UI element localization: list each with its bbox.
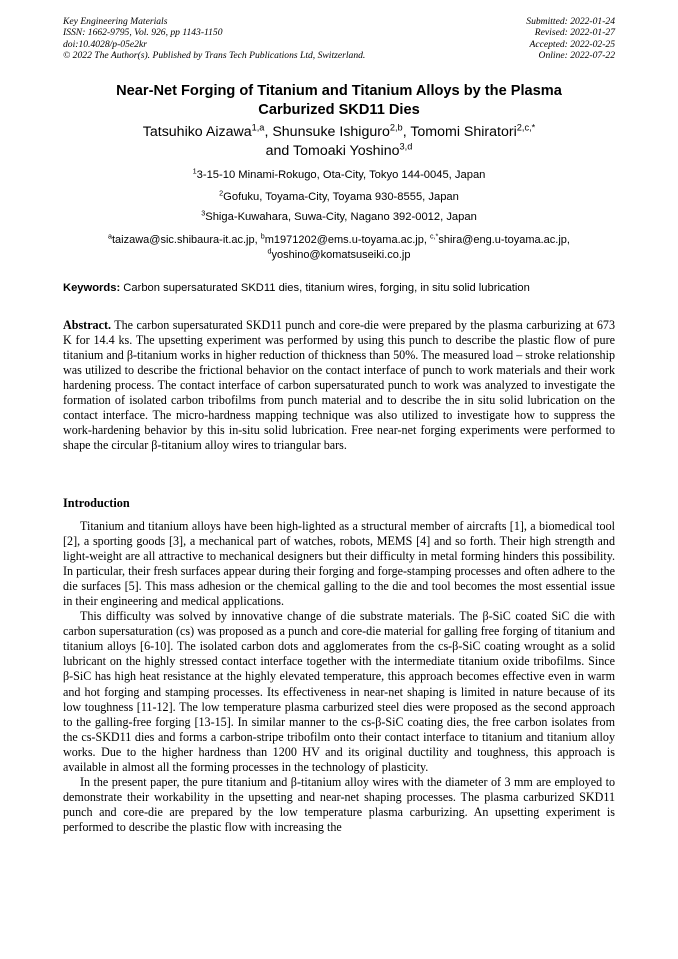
affiliation-address: 3-15-10 Minami-Rokugo, Ota-City, Tokyo 144-0045, Japan (196, 169, 486, 181)
paragraph: Titanium and titanium alloys have been high-lighted as a structural member of aircrafts [1], a biomedical tool [2], a sporting goods [3], a mechanical part of watches, robots, MEMS [4] and so forth. Their high strength and light-weight are all attractive to mechanical designers but their difficulty in metal forming hinders this possibility. In particular, their fresh surfaces appear during their forging and forge-stamping processes and often adhere to the die surfaces [5]. This mass adhesion or the chemical galling to the die and tool becomes the most essential issue in their engineering and medical applications. (63, 519, 615, 609)
journal-info (63, 16, 365, 62)
journal-issn: ISSN: 1662-9795, Vol. 926, pp 1143-1150 (63, 27, 223, 39)
author-affiliation-mark: 2,c,* (516, 122, 536, 133)
author-affiliation-mark: 2,b (389, 122, 403, 133)
abstract (63, 318, 615, 453)
author-affiliation-mark: 3,d (399, 140, 413, 151)
affiliation-mark: 3 (201, 208, 206, 218)
affiliation-address: Gofuku, Toyama-City, Toyama 930-8555, Japan (223, 191, 459, 203)
author-affiliation-mark: 1,a (251, 122, 265, 133)
author-list (63, 123, 615, 160)
date-accepted: Accepted: 2022-02-25 (529, 38, 615, 50)
paper-title (63, 82, 615, 119)
author-emails (63, 233, 615, 262)
email-mark: d (267, 246, 272, 255)
email-address[interactable]: shira@eng.u-toyama.ac.jp (438, 234, 567, 246)
paragraph: In the present paper, the pure titanium and β-titanium alloy wires with the diameter of 3 mm are employed to demonstrate their workability in the upsetting and near-net shaping processes. The plasma carburized SKD11 punch and core-die are prepared by the low temperature plasma carburizing. An upsetting experiment is performed to describe the plastic flow with increasing the (63, 774, 615, 834)
affiliation-3 (63, 208, 615, 224)
author-name: Tomomi Shiratori (410, 124, 517, 140)
emails-line-2 (63, 248, 615, 263)
keywords-text: Carbon supersaturated SKD11 dies, titanium wires, forging, in situ solid lubrication (120, 282, 530, 294)
email-address[interactable]: m1971202@ems.u-toyama.ac.jp (264, 234, 424, 246)
keywords-label: Keywords: (63, 282, 121, 294)
section-heading-introduction: Introduction (63, 496, 130, 510)
author-separator: , (402, 124, 411, 140)
paragraph: This difficulty was solved by innovative change of die substrate materials. The β-SiC coated SiC die with carbon supersaturation (cs) was proposed as a punch and core-die material for galling free forging of titanium and titanium alloys [6-10]. The isolated carbon dots and agglomerates from the cs-β-SiC coating wrought as a solid lubricant on the highly stressed contact interface together with the intermediate titanium oxide tribofilms. Since β-SiC has high heat resistance at the highly elevated temperature, this approach becomes effective even in warm and hot forging and stamping processes. Its effectiveness in near-net shaping is limited in nature because of its low toughness [11-12]. The low temperature plasma carburized steel dies were proposed as the second approach to the galling-free forging [13-15]. In similar manner to the cs-β-SiC coating dies, the free carbon isolates from the cs-SKD11 dies and forms a carbon-stripe tribofilm onto their contact interface to titanium and titanium alloy works. Due to the higher hardness than 1200 HV and its original ductility and toughness, this approach is available in almost all the forming processes in the technology of plasticity. (63, 609, 615, 774)
email-separator: , (254, 234, 261, 246)
email-address[interactable]: yoshino@komatsuseiki.co.jp (271, 248, 411, 261)
publication-dates (526, 16, 615, 62)
authors-line-2 (63, 142, 615, 161)
journal-copyright: © 2022 The Author(s). Published by Trans Tech Publications Ltd, Switzerland. (63, 50, 366, 62)
author-separator: , (264, 124, 273, 140)
email-separator: , (566, 234, 570, 246)
email-mark: a (108, 232, 112, 241)
email-mark: c,* (430, 232, 439, 241)
email-address[interactable]: taizawa@sic.shibaura-it.ac.jp (112, 234, 255, 246)
email-separator: , (423, 234, 430, 246)
affiliation-1 (63, 166, 615, 182)
author-name: Tatsuhiko Aizawa (142, 124, 252, 140)
journal-name: Key Engineering Materials (63, 16, 168, 27)
keywords (63, 281, 615, 295)
introduction-body (63, 519, 615, 835)
title-line-2: Carburized SKD11 Dies (258, 101, 420, 118)
affiliation-mark: 1 (192, 166, 197, 176)
affiliation-address: Shiga-Kuwahara, Suwa-City, Nagano 392-0012, Japan (205, 211, 477, 223)
title-line-1: Near-Net Forging of Titanium and Titanium Alloys by the Plasma (116, 83, 562, 99)
abstract-text: The carbon supersaturated SKD11 punch and core-die were prepared by the plasma carburizing at 673 K for 14.4 ks. The upsetting experiment was performed by using this punch to describe the plastic flow of pure titanium and β-titanium works in higher reduction of thickness than 50%. The measured load – stroke relationship was utilized to describe the frictional behavior on the contact interface of punch to work materials and their work hardening process. The contact interface of carbon supersaturated punch to work was analyzed to investigate the formation of isolated carbon tribofilms from punch material and to describe the in situ solid lubrication on the contact interface. The micro-hardness mapping technique was also utilized to investigate how to suppress the work-hardening behavior by this in-situ solid lubrication. Free near-net forging experiments were performed to shape the circular β-titanium alloy wires to triangular bars. (63, 318, 615, 453)
author-name: Tomoaki Yoshino (293, 142, 400, 159)
affiliation-mark: 2 (219, 188, 224, 198)
date-revised: Revised: 2022-01-27 (534, 27, 615, 39)
authors-line-1 (63, 123, 615, 142)
date-submitted: Submitted: 2022-01-24 (526, 16, 615, 27)
date-online: Online: 2022-07-22 (538, 50, 615, 62)
abstract-label: Abstract. (63, 318, 112, 332)
affiliation-2 (63, 188, 615, 204)
email-mark: b (260, 232, 265, 241)
journal-doi: doi:10.4028/p-05e2kr (63, 38, 147, 50)
author-separator: and (265, 142, 294, 159)
author-name: Shunsuke Ishiguro (272, 124, 390, 140)
emails-line-1 (63, 233, 615, 248)
